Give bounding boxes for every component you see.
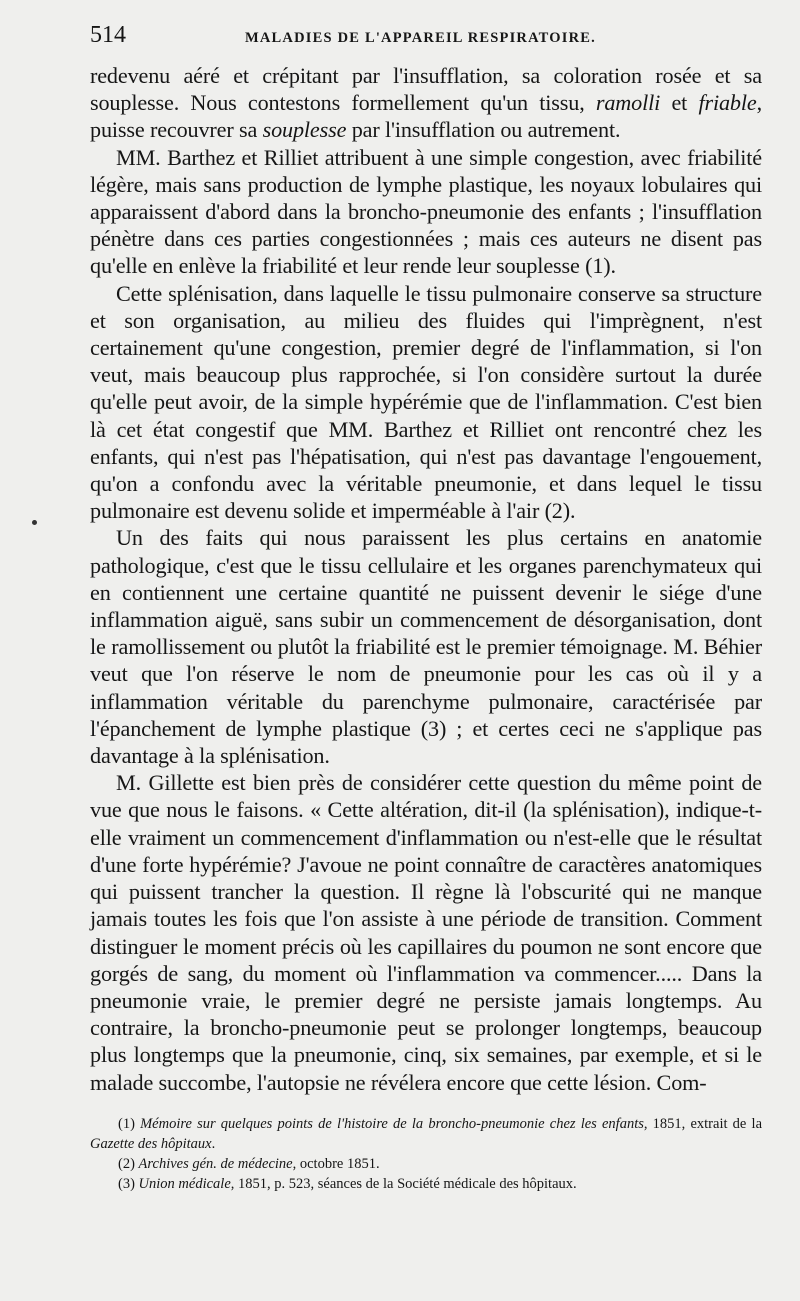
italic-run: Archives gén. de médecine bbox=[138, 1155, 293, 1172]
text-run: (2) bbox=[118, 1155, 139, 1172]
italic-run: friable bbox=[698, 90, 757, 116]
italic-run: Union médicale bbox=[138, 1175, 231, 1192]
text-run: . bbox=[211, 1135, 216, 1152]
text-run: et bbox=[660, 90, 699, 116]
footnote bbox=[90, 1114, 762, 1154]
text-run: (3) bbox=[118, 1175, 139, 1192]
italic-run: ramolli bbox=[595, 90, 661, 116]
margin-dot bbox=[32, 520, 37, 525]
text-run: Cette splénisation, dans laquelle le tissu pulmonaire conserve sa structure et son organisation, au milieu des fluides qui l'imprègnent, n'est certainement qu'une congestion, premier degré de l'inflammation, si l'on veut, mais beaucoup plus rapprochée, si l'on considère surtout la durée qu'elle peut avoir, de la simple hypérémie que de l'inflammation. C'est bien là cet état congestif que MM. Barthez et Rilliet ont rencontré chez les enfants, qui n'est pas l'hépatisation, qui n'est pas davantage l'engouement, qu'on a confondu avec la véritable pneumonie, et dans lequel le tissu pulmonaire est devenu solide et imperméable à l'air (2). bbox=[90, 280, 762, 524]
text-run: redevenu aéré et crépitant par l'insufflation, sa coloration rosée et sa souplesse. Nous contestons formellement qu'un tissu, bbox=[90, 63, 762, 116]
italic-run: souplesse bbox=[262, 117, 347, 143]
paragraph bbox=[90, 769, 762, 1095]
italic-run: Mémoire sur quelques points de l'histoire de la broncho-pneumonie chez les enfants bbox=[140, 1115, 644, 1132]
footnote bbox=[90, 1174, 762, 1194]
text-run: M. Gillette est bien près de considérer cette question du même point de vue que nous le faisons. « Cette altération, dit-il (la splénisation), indique-t-elle vraiment un commencement d'inflammation ou n'est-elle que le résultat d'une forte hypérémie? J'avoue ne point connaître de caractères anatomiques qui puissent trancher la question. Il règne là l'obscurité qui ne manque jamais toutes les fois que l'on assiste à une période de transition. Comment distinguer le moment précis où les capillaires du poumon ne sont encore que gorgés de sang, du moment où l'inflammation va commencer..... Dans la pneumonie vraie, le premier degré ne persiste jamais longtemps. Au contraire, la broncho-pneumonie peut se prolonger longtemps, beaucoup plus longtemps que la pneumonie, cinq, six semaines, par exemple, et si le malade succombe, l'autopsie ne révélera encore que cette lésion. Com- bbox=[90, 770, 762, 1095]
italic-run: Gazette des hôpitaux bbox=[90, 1135, 212, 1152]
text-run: , octobre 1851. bbox=[292, 1155, 380, 1172]
text-run: Un des faits qui nous paraissent les plus certains en anatomie pathologique, c'est que le tissu cellulaire et les organes parenchymateux qui en contiennent une certaine quantité ne puissent devenir le siége d'une inflammation aiguë, sans subir un commencement de désorganisation, dont le ramollissement ou plutôt la friabilité est le premier témoignage. M. Béhier veut que l'on réserve le nom de pneumonie pour les cas où il y a inflammation véritable du parenchyme pulmonaire, caractérisée par l'épanchement de lymphe plastique (3) ; et certes ceci ne s'applique pas davantage à la splénisation. bbox=[90, 525, 762, 769]
text-run: (1) bbox=[118, 1115, 141, 1132]
running-head: MALADIES DE L'APPAREIL RESPIRATOIRE. bbox=[245, 30, 596, 46]
paragraph bbox=[90, 280, 762, 525]
text-run: , 1851, p. 523, séances de la Société médicale des hôpitaux. bbox=[230, 1175, 577, 1192]
footnotes bbox=[90, 1114, 762, 1194]
text-run: , puisse recouvrer sa bbox=[90, 90, 762, 143]
paragraph bbox=[90, 524, 762, 769]
page-number: 514 bbox=[90, 22, 126, 48]
footnote bbox=[90, 1154, 762, 1174]
paragraph bbox=[90, 144, 762, 280]
body-text bbox=[90, 62, 762, 1096]
text-run: , 1851, extrait de la bbox=[643, 1115, 762, 1132]
page-header bbox=[90, 22, 762, 62]
text-run: MM. Barthez et Rilliet attribuent à une simple congestion, avec friabilité légère, mais sans production de lymphe plastique, les noyaux lobulaires qui apparaissent d'abord dans la broncho-pneumonie des enfants ; l'insufflation pénètre dans ces parties congestionnées ; mais ces auteurs ne disent pas qu'elle en enlève la friabilité et leur rende leur souplesse (1). bbox=[90, 144, 762, 279]
text-run: par l'insufflation ou autrement. bbox=[346, 117, 621, 143]
paragraph bbox=[90, 62, 762, 144]
